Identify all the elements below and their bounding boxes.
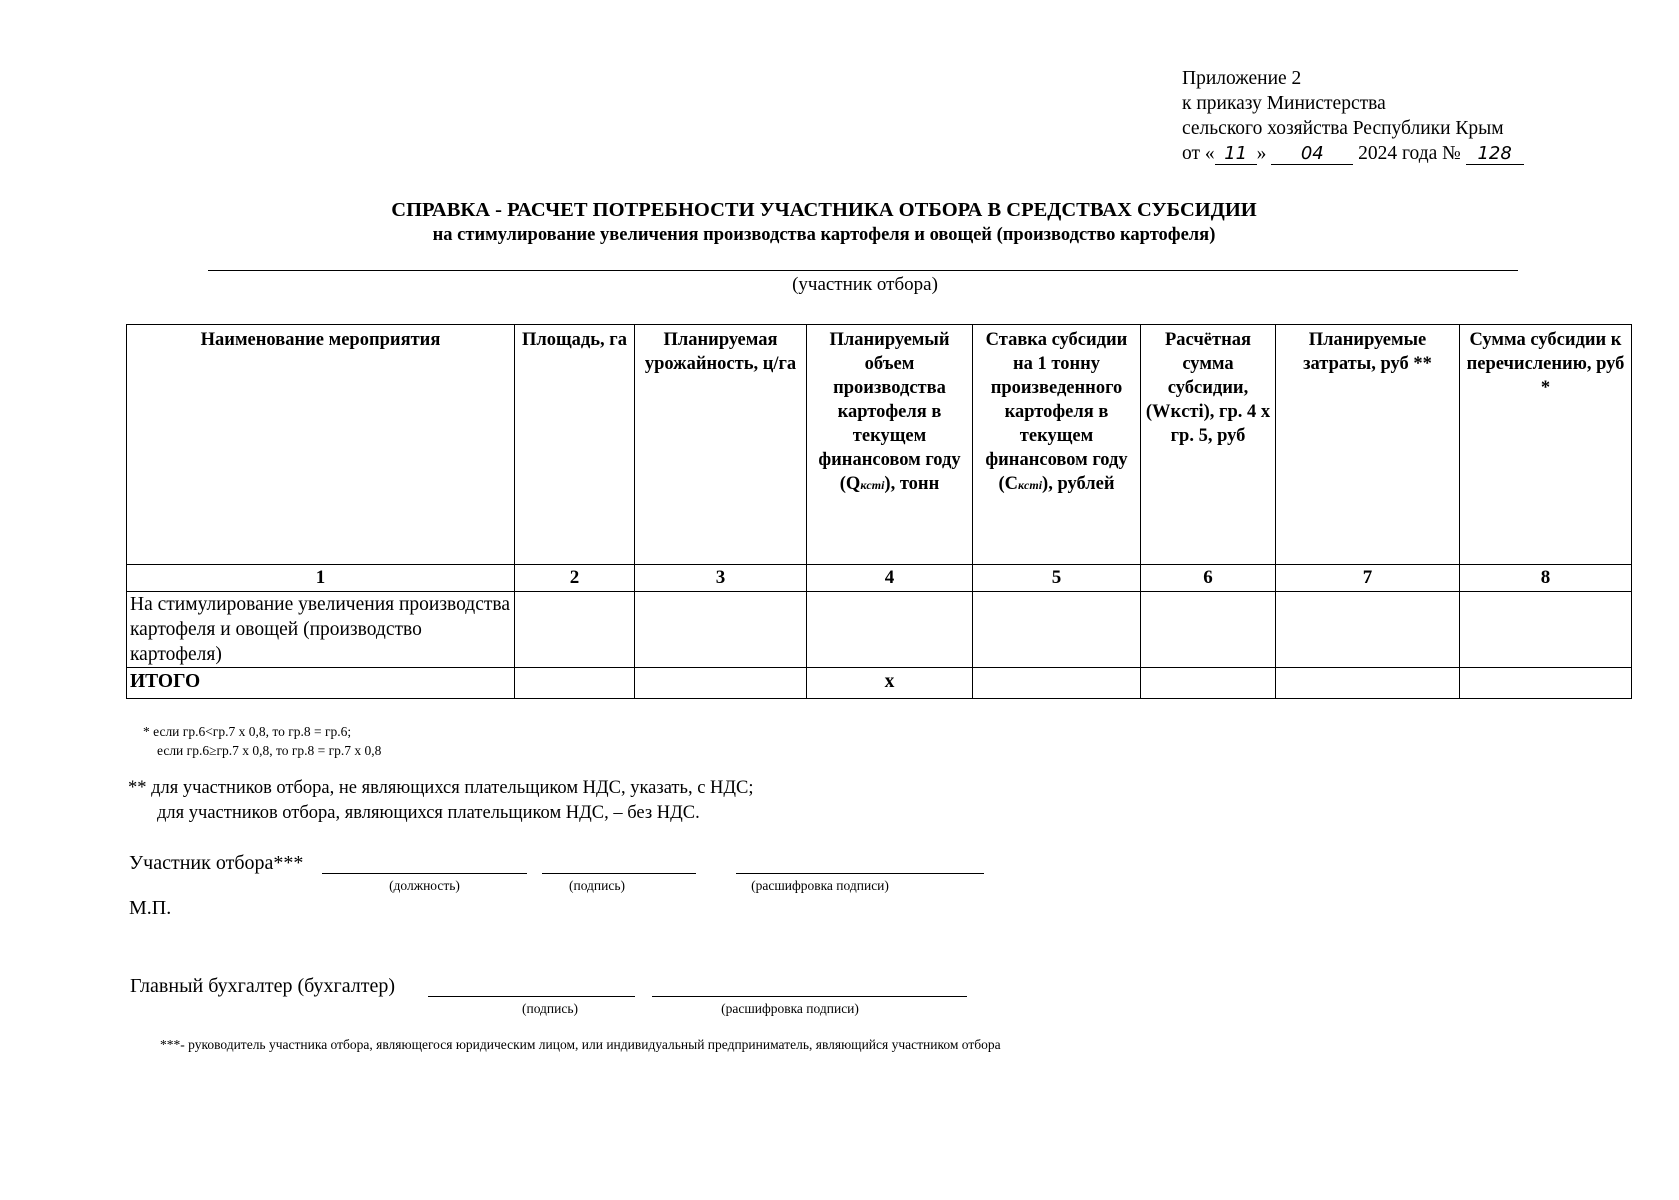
accountant-signature-label: Главный бухгалтер (бухгалтер) xyxy=(130,975,396,997)
row-cell-2[interactable] xyxy=(515,592,635,668)
decode-caption: (расшифровка подписи) xyxy=(751,878,889,893)
stamp-label: М.П. xyxy=(129,897,172,919)
appendix-line-2: к приказу Министерства xyxy=(1182,93,1386,114)
total-row xyxy=(127,668,1632,699)
header-col-5-sub: кcтi xyxy=(1017,478,1043,492)
document-subtitle: на стимулирование увеличения производства картофеля и овощей (производство картофеля) xyxy=(432,225,1216,245)
row-cell-3[interactable] xyxy=(635,592,807,668)
participant-line xyxy=(208,270,1518,271)
col-number-2: 2 xyxy=(515,565,635,592)
header-col-4-tail: ), тонн xyxy=(884,474,940,494)
footnote-triple-star: ***- руководитель участника отбора, являющегося юридическим лицом, или индивидуальный предприниматель, являющийся участником отбора xyxy=(160,1037,1001,1052)
document-title: СПРАВКА - РАСЧЕТ ПОТРЕБНОСТИ УЧАСТНИКА ОТБОРА В СРЕДСТВАХ СУБСИДИИ xyxy=(391,199,1257,221)
header-col-5-tail: ), рублей xyxy=(1042,474,1115,494)
row-cell-5[interactable] xyxy=(973,592,1141,668)
table-number-row xyxy=(127,565,1632,592)
total-cell-8[interactable] xyxy=(1460,668,1632,699)
col-number-8: 8 xyxy=(1460,565,1632,592)
signature-caption: (подпись) xyxy=(568,878,626,893)
note-star2-line1: ** для участников отбора, не являющихся плательщиком НДС, указать, с НДС; xyxy=(128,778,754,798)
accountant-decode-line[interactable] xyxy=(652,996,967,997)
total-cell-4: х xyxy=(807,668,973,699)
participant-signature-label: Участник отбора*** xyxy=(129,852,304,874)
calculation-table xyxy=(126,324,1632,699)
signature-line[interactable] xyxy=(542,873,696,874)
total-cell-3[interactable] xyxy=(635,668,807,699)
header-col-8: Сумма субсидии к перечислению, руб * xyxy=(1460,325,1632,565)
note-star1-line2: если гр.6≥гр.7 х 0,8, то гр.8 = гр.7 х 0,8 xyxy=(157,743,382,758)
col-number-3: 3 xyxy=(635,565,807,592)
note-star1-line1: * если гр.6<гр.7 х 0,8, то гр.8 = гр.6; xyxy=(143,724,352,739)
position-line[interactable] xyxy=(322,873,527,874)
header-col-1: Наименование мероприятия xyxy=(127,325,515,565)
row-cell-8[interactable] xyxy=(1460,592,1632,668)
col-number-6: 6 xyxy=(1141,565,1276,592)
table-row xyxy=(127,592,1632,668)
col-number-1: 1 xyxy=(127,565,515,592)
header-col-4-sub: кcтi xyxy=(860,478,885,492)
header-col-3: Планируемая урожайность, ц/га xyxy=(635,325,807,565)
header-col-4 xyxy=(807,325,973,565)
appendix-line-1: Приложение 2 xyxy=(1182,68,1302,89)
header-col-7: Планируемые затраты, руб ** xyxy=(1276,325,1460,565)
col-number-7: 7 xyxy=(1276,565,1460,592)
date-mid: » xyxy=(1256,143,1267,164)
appendix-line-3: сельского хозяйства Республики Крым xyxy=(1182,118,1504,139)
header-col-4-text: Планируемый объем производства картофеля в текущем финансовом году (Q xyxy=(818,330,961,494)
position-caption: (должность) xyxy=(389,878,460,893)
date-day: 11 xyxy=(1215,144,1257,165)
date-month: 04 xyxy=(1271,144,1353,165)
participant-caption: (участник отбора) xyxy=(792,274,938,295)
accountant-decode-caption: (расшифровка подписи) xyxy=(721,1001,859,1016)
total-cell-7[interactable] xyxy=(1276,668,1460,699)
row-cell-4[interactable] xyxy=(807,592,973,668)
total-cell-5[interactable] xyxy=(973,668,1141,699)
appendix-block xyxy=(1182,66,1524,166)
col-number-5: 5 xyxy=(973,565,1141,592)
row-measure-name: На стимулирование увеличения производства картофеля и овощей (производство картофеля) xyxy=(127,592,515,668)
total-cell-6[interactable] xyxy=(1141,668,1276,699)
total-label: ИТОГО xyxy=(127,668,515,699)
accountant-signature-line[interactable] xyxy=(428,996,635,997)
decode-line[interactable] xyxy=(736,873,984,874)
note-star2-line2: для участников отбора, являющихся плательщиком НДС, – без НДС. xyxy=(157,803,700,823)
header-col-2: Площадь, га xyxy=(515,325,635,565)
header-col-5 xyxy=(973,325,1141,565)
header-col-5-text: Ставка субсидии на 1 тонну произведенного картофеля в текущем финансовом году (C xyxy=(985,330,1128,494)
table-header-row xyxy=(127,325,1632,565)
note-double-star xyxy=(128,776,754,826)
total-cell-2[interactable] xyxy=(515,668,635,699)
appendix-date-line xyxy=(1182,141,1524,166)
accountant-signature-caption: (подпись) xyxy=(521,1001,579,1016)
order-number: 128 xyxy=(1466,144,1524,165)
row-cell-7[interactable] xyxy=(1276,592,1460,668)
note-single-star xyxy=(143,722,381,760)
row-cell-6[interactable] xyxy=(1141,592,1276,668)
col-number-4: 4 xyxy=(807,565,973,592)
date-prefix: от « xyxy=(1182,143,1215,164)
header-col-6: Расчётная сумма субсидии, (Wкcтi), гр. 4 х гр. 5, руб xyxy=(1141,325,1276,565)
date-year-text: 2024 года № xyxy=(1358,143,1461,164)
